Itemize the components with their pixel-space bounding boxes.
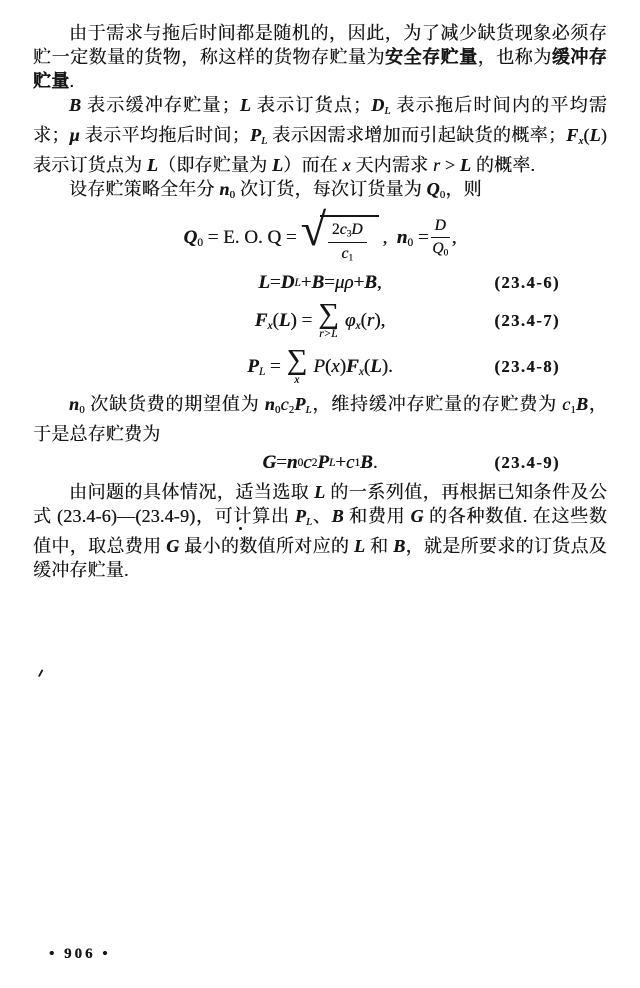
page-number: • 906 • (49, 946, 111, 962)
equation-total-cost (33, 450, 607, 476)
eq7-rhs: φx(r), (344, 309, 386, 332)
summation-limit: x (294, 374, 300, 387)
equation-number: (23.4-9) (494, 452, 560, 472)
scan-artifact-mark (34, 667, 44, 677)
fraction-under-root (328, 220, 367, 266)
equation-shortage-probability (33, 346, 607, 388)
scan-artifact-dot (239, 527, 242, 530)
fraction-denominator: c1 (341, 245, 353, 264)
paragraph-notation-definitions: B 表示缓冲存贮量；L 表示订货点；DL 表示拖后时间内的平均需求；μ 表示平均拖后时间；PL 表示因需求增加而引起缺货的概率；Fx(L) 表示订货点为 L（即存贮量为 L）而在 x 天内需求 r > L 的概率. (33, 95, 608, 176)
equation-body (247, 344, 393, 387)
paragraph-expected-shortage-cost: n0 次缺货费的期望值为 n0c2PL，维持缓冲存贮量的存贮费为 c1B，于是总存贮费为 (33, 393, 607, 444)
eq7-lhs: Fx(L) = (254, 309, 313, 332)
summation (318, 298, 339, 341)
summation-limit: r>L (319, 328, 338, 341)
fraction-denominator: Q0 (432, 239, 449, 259)
fraction-numerator: 2c3D (328, 220, 367, 243)
eoq-mid: , n0 = (382, 227, 429, 250)
eoq-tail: , (451, 227, 457, 249)
square-root (300, 204, 379, 266)
sigma-symbol-icon: ∑ (286, 344, 308, 377)
equation-body (254, 298, 386, 341)
equation-body: G = n 0 c 2 P L + c 1 B . (262, 451, 378, 473)
equation-body: L = D L + B = μρ + B , (258, 271, 382, 293)
equation-eoq (33, 204, 607, 266)
radicand (320, 215, 379, 266)
equation-demand-probability (33, 300, 607, 342)
sigma-symbol-icon: ∑ (318, 298, 339, 331)
equation-number: (23.4-7) (494, 310, 560, 330)
radical-sign-icon: √ (300, 204, 326, 256)
fraction-n0 (431, 216, 450, 260)
summation (286, 344, 308, 387)
equation-number: (23.4-8) (494, 356, 560, 376)
eq8-rhs: P(x)Fx(L). (313, 355, 393, 378)
equation-reorder-point (33, 270, 607, 296)
equation-number: (23.4-6) (494, 272, 560, 292)
eq8-lhs: PL = (247, 355, 281, 378)
paragraph-safety-stock-intro: 由于需求与拖后时间都是随机的，因此，为了减少缺货现象必须存贮一定数量的货物，称这样的货物存贮量为安全存贮量，也称为缓冲存贮量. (33, 23, 607, 91)
equation-eoq-body (183, 204, 457, 266)
eoq-lhs: Q0 = E. O. Q = (183, 227, 297, 250)
paragraph-solution-procedure: 由问题的具体情况，适当选取 L 的一系列值，再根据已知条件及公式 (23.4-6)—(23.4-9)，可计算出 PL、B 和费用 G 的各种数值. 在这些数值中，取总费用 G 最小的数值所对应的 L 和 B，就是所要求的订货点及缓冲存贮量. (33, 481, 608, 580)
paragraph-order-policy: 设存贮策略全年分 n0 次订货，每次订货量为 Q0，则 (69, 179, 482, 202)
fraction-numerator: D (431, 216, 450, 237)
